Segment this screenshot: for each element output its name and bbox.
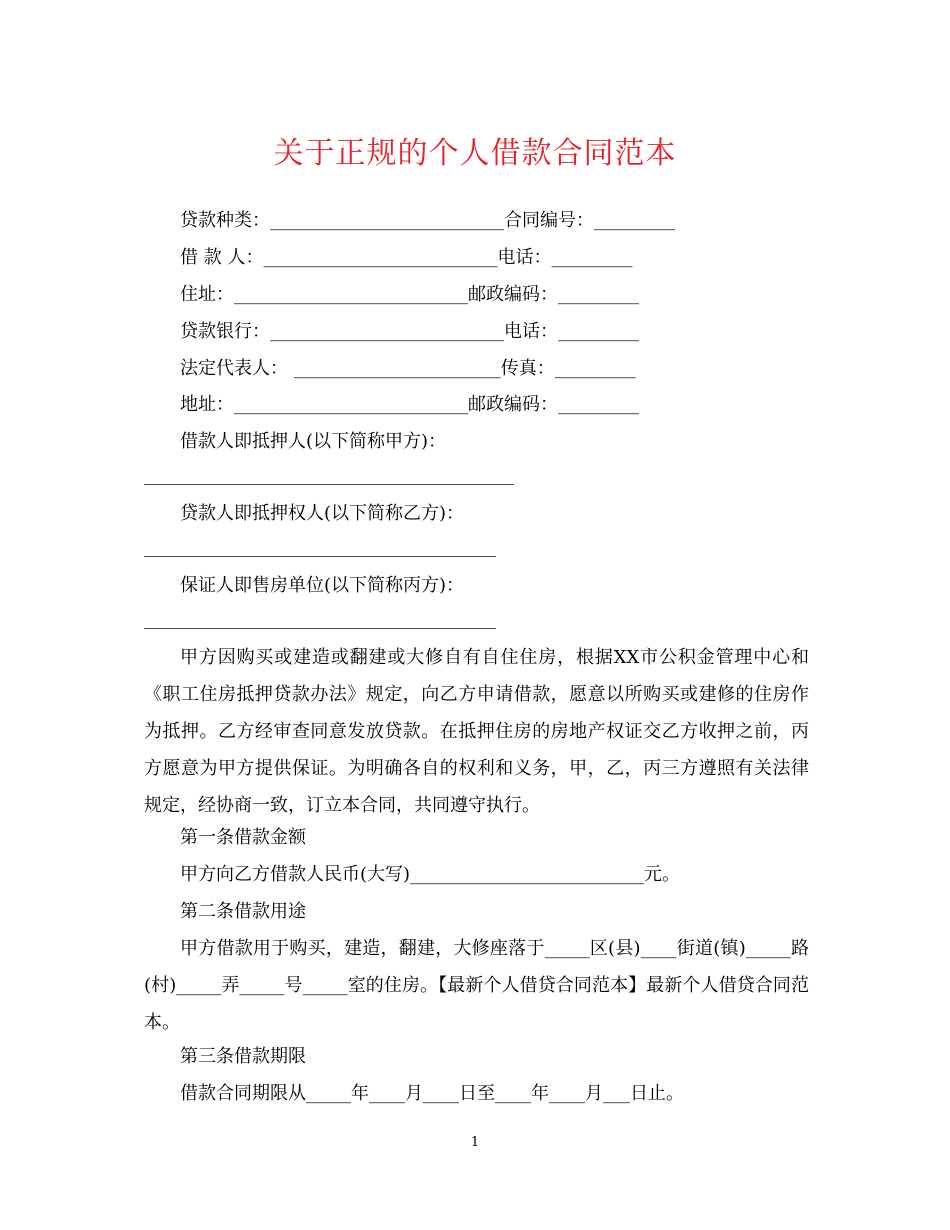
article-3-body: 借款合同期限从_____年____月____日至____年____月___日止。 <box>180 1083 684 1104</box>
intro-paragraph: 甲方因购买或建造或翻建或大修自有自住住房，根据XX市公积金管理中心和《职工住房抵押贷款办法》规定，向乙方申请借款，愿意以所购买或建修的住房作为抵押。乙方经审查同意发放贷款。在抵押住房的房地产权证交乙方收押之前，丙方愿意为甲方提供保证。为明确各自的权利和义务，甲，乙，丙三方遵照有关法律规定，经协商一致，订立本合同，共同遵守执行。 <box>144 647 809 816</box>
article-2-title: 第二条借款用途 <box>180 901 306 922</box>
article-1-body: 甲方向乙方借款人民币(大写)__________________________元。 <box>180 864 681 885</box>
field-borrower: 借 款 人：__________________________电话：_________ <box>180 247 633 268</box>
party-b-blank <box>144 556 496 557</box>
field-address: 住址：__________________________邮政编码：_________ <box>180 284 639 305</box>
party-c-blank <box>144 628 496 629</box>
field-bank: 贷款银行：__________________________电话：_________ <box>180 321 639 342</box>
field-loan-type: 贷款种类：__________________________合同编号：_________ <box>180 210 675 231</box>
party-c-label: 保证人即售房单位(以下简称丙方)： <box>180 575 465 596</box>
field-legal-rep: 法定代表人： _______________________传真：_________ <box>180 358 636 379</box>
party-b-label: 贷款人即抵押权人(以下简称乙方)： <box>180 503 465 524</box>
article-1-title: 第一条借款金额 <box>180 827 306 848</box>
page-title: 关于正规的个人借款合同范本 <box>273 136 677 171</box>
party-a-label: 借款人即抵押人(以下简称甲方)： <box>180 431 447 452</box>
article-3-title: 第三条借款期限 <box>180 1046 306 1067</box>
article-2-body: 甲方借款用于购买，建造，翻建，大修座落于_____区(县)____街道(镇)_____路(村)_____弄_____号_____室的住房。【最新个人借贷合同范本】最新个人借贷合同范本。 <box>144 938 809 1033</box>
page-number: 1 <box>470 1135 480 1150</box>
party-a-blank <box>144 484 514 485</box>
field-bank-address: 地址：__________________________邮政编码：_________ <box>180 394 639 415</box>
